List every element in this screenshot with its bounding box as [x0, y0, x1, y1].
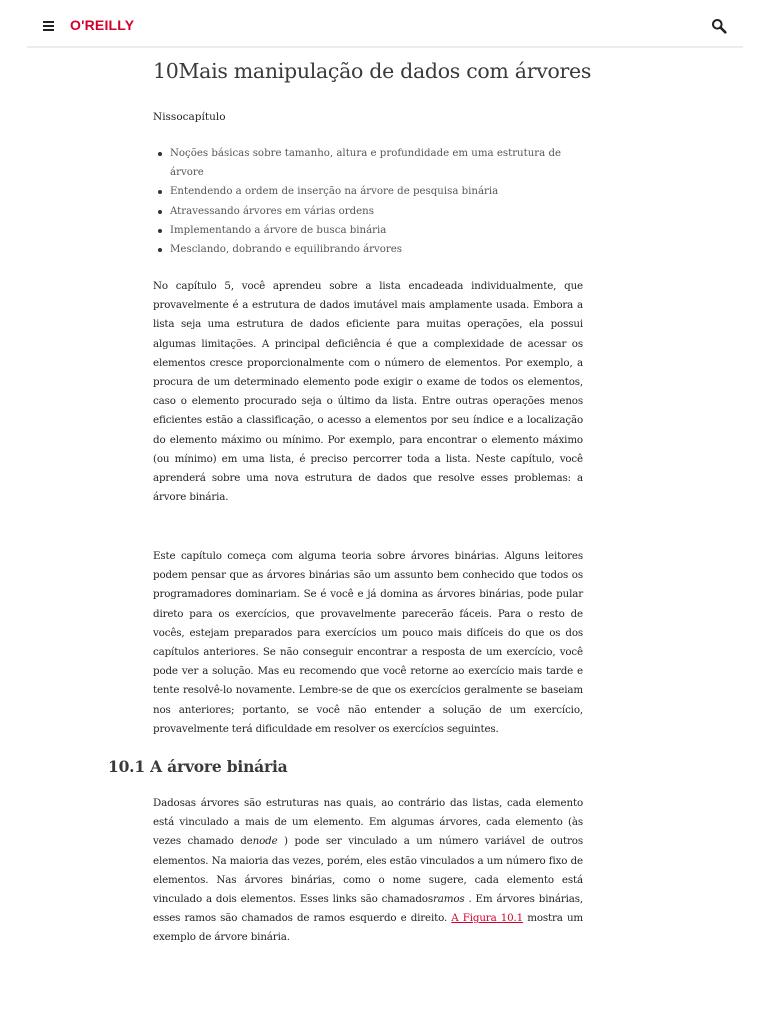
top-navigation-bar — [27, 6, 743, 48]
figure-10-1-link[interactable]: A Figura 10.1 — [451, 912, 524, 925]
ramos-term: ramos — [432, 893, 465, 906]
list-item: Entendendo a ordem de inserção na árvore de pesquisa binária — [153, 182, 583, 201]
oreilly-logo[interactable]: O'REILLY — [70, 17, 135, 33]
hamburger-menu-icon[interactable] — [43, 21, 54, 31]
in-chapter-label: Nissocapítulo — [153, 111, 226, 123]
section-title: 10.1 A árvore binária — [108, 757, 288, 776]
section-paragraph — [153, 794, 583, 948]
chapter-topics-list — [153, 144, 583, 259]
paragraph-text: mostra um exemplo de árvore binária. — [153, 912, 584, 944]
paragraph-text: Dadosas árvores são estruturas nas quais, ao contrário das listas, cada elemento está vinculado a mais de um elemento. Em algumas árvores, cada elemento (às vezes chamado de — [153, 797, 583, 848]
list-item: Noções básicas sobre tamanho, altura e profundidade em uma estrutura de árvore — [153, 144, 583, 182]
intro-paragraph-1: No capítulo 5, você aprendeu sobre a lista encadeada individualmente, que provavelmente é a estrutura de dados imutável mais amplamente usada. Embora a lista seja uma estrutura de dados eficiente para muitas operações, ela possui algumas limitações. A principal deficiência é que a complexidade de acessar os elementos cresce proporcionalmente com o número de elementos. Por exemplo, a procura de um determinado elemento pode exigir o exame de todos os elementos, caso o elemento procurado seja o último da lista. Entre outras operações menos eficientes estão a classificação, o acesso a elementos por seu índice e a localização do elemento máximo ou mínimo. Por exemplo, para encontrar o elemento máximo (ou mínimo) em uma lista, é preciso percorrer toda a lista. Neste capítulo, você aprenderá sobre uma nova estrutura de dados que resolve esses problemas: a árvore binária. — [153, 280, 583, 504]
node-term: node — [252, 835, 278, 848]
paragraph-text: . Em árvores binárias, esses ramos são chamados de ramos esquerdo e direito. — [153, 893, 583, 925]
list-item: Atravessando árvores em várias ordens — [153, 202, 583, 221]
intro-paragraph-2: Este capítulo começa com alguma teoria sobre árvores binárias. Alguns leitores podem pensar que as árvores binárias são um assunto bem conhecido que todos os programadores dominariam. Se é você e já domina as árvores binárias, pode pular direto para os exercícios, que provavelmente parecerão fáceis. Para o resto de vocês, estejam preparados para exercícios um pouco mais difíceis do que os dos capítulos anteriores. Se não conseguir encontrar a resposta de um exercício, você pode ver a solução. Mas eu recomendo que você retorne ao exercício mais tarde e tente resolvê-lo novamente. Lembre-se de que os exercícios geralmente se baseiam nos anteriores; portanto, se você não entender a solução de um exercício, provavelmente terá dificuldade em resolver os exercícios seguintes. — [153, 550, 583, 735]
search-icon[interactable] — [711, 18, 727, 34]
list-item: Mesclando, dobrando e equilibrando árvores — [153, 240, 583, 259]
chapter-title: 10Mais manipulação de dados com árvores — [153, 59, 592, 83]
list-item: Implementando a árvore de busca binária — [153, 221, 583, 240]
paragraph-text: ) pode ser vinculado a um número variável de outros elementos. Na maioria das vezes, porém, eles estão vinculados a um número fixo de elementos. Nas árvores binárias, como o nome sugere, cada elemento está vinculado a dois elementos. Esses links são chamados — [153, 835, 583, 906]
